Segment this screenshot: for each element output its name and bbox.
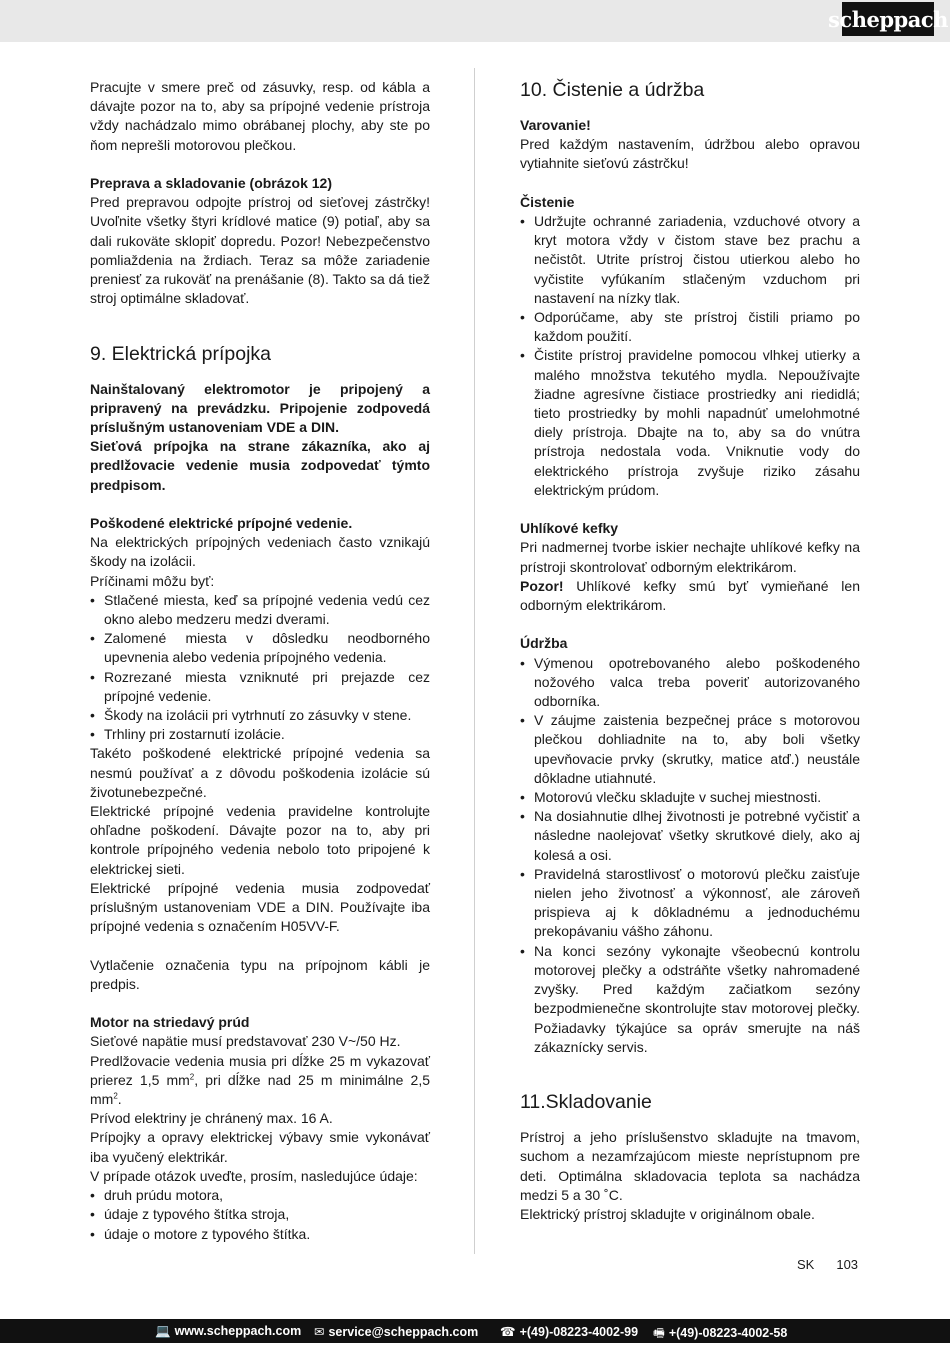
laptop-icon: 💻 xyxy=(155,1324,171,1338)
brushes-warning: Pozor! Uhlíkové kefky smú byť vymieňané len odborným elektrikárom. xyxy=(520,577,860,614)
scheppach-logo: scheppach xyxy=(842,2,934,36)
motor-title: Motor na striedavý prúd xyxy=(90,1014,250,1031)
section-9-heading: 9. Elektrická prípojka xyxy=(90,342,271,365)
envelope-icon: ✉ xyxy=(314,1325,325,1339)
list-item: • druh prúdu motora, xyxy=(90,1186,430,1205)
damaged-text-4: Elektrické prípojné vedenia pravidelne kontrolujte ohľadne poškodení. Dávajte pozor na to, aby pri kontrole prípojného vedenia nebolo toto pripojené k elektrickej sieti. xyxy=(90,803,430,877)
motor-extension-cable: Predlžovacie vedenia musia pri dĺžke 25 m vykazovať prierez 1,5 $mm^2$, pri dĺžke nad 25 m minimálne 2,5 $mm^2$. xyxy=(90,1052,430,1108)
cleaning-title: Čistenie xyxy=(520,193,575,210)
list-item: • údaje z typového štítka stroja, xyxy=(90,1205,430,1224)
column-divider xyxy=(474,68,475,1254)
list-item: • Zalomené miesta v dôsledku neodborného upevnenia alebo vedenia prípojného vedenia. xyxy=(90,629,430,667)
maintenance-list xyxy=(520,654,860,1057)
damaged-text-2: Príčinami môžu byť: xyxy=(90,572,215,589)
footer-email[interactable]: ✉ service@scheppach.com xyxy=(314,1325,479,1339)
list-item: • Motorovú vlečku skladujte v suchej miestnosti. xyxy=(520,788,860,807)
motor-questions: V prípade otázok uveďte, prosím, nasledujúce údaje: xyxy=(90,1167,418,1184)
warning-text: Pred každým nastavením, údržbou alebo opravou vytiahnite sieťovú zástrčku! xyxy=(520,136,860,172)
section-11-heading: 11.Skladovanie xyxy=(520,1091,652,1114)
cleaning-list xyxy=(520,212,860,500)
section-9-bold-1: Nainštalovaný elektromotor je pripojený a pripravený na prevádzku. Pripojenie zodpovedá príslušným ustanoveniam VDE a DIN. xyxy=(90,380,430,436)
page-number xyxy=(797,1257,858,1272)
list-item: • Rozrezané miesta vzniknuté pri prejazde cez prípojné vedenie. xyxy=(90,668,430,706)
right-column xyxy=(520,78,860,1224)
list-item: • Pravidelná starostlivosť o motorovú plečku zaisťuje nielen jeho životnosť a výkonnosť, ale zároveň prispieva aj k dôkladnému a jednoduchému prekopávaniu vášho záhonu. xyxy=(520,865,860,942)
warning-title: Varovanie! xyxy=(520,117,591,133)
footer-web[interactable]: 💻 www.scheppach.com xyxy=(155,1324,302,1338)
intro-paragraph: Pracujte v smere preč od zásuvky, resp. od kábla a dávajte pozor na to, aby sa prípojné vedenie prístroja vždy nachádzalo mimo obrábanej plochy, aby ste po ňom neprešli motorovou plečkou. xyxy=(90,79,430,153)
footer-fax: 🖷 +(49)-08223-4002-58 xyxy=(653,1326,788,1340)
damaged-text-3: Takéto poškodené elektrické prípojné vedenia sa nesmú používať a z dôvodu poškodenia izolácie sú životunebezpečné. xyxy=(90,745,430,800)
left-column xyxy=(90,78,430,1244)
header-bar xyxy=(0,0,950,42)
storage-text-1: Prístroj a jeho príslušenstvo skladujte na tmavom, suchom a nezamŕzajúcom mieste neprístupnom pre deti. Optimálna skladovacia teplota sa nachádza medzi 5 a 30 ˚C. xyxy=(520,1129,860,1203)
maintenance-title: Údržba xyxy=(520,635,568,652)
phone-icon: ☎ xyxy=(500,1325,516,1339)
motor-voltage: Sieťové napätie musí predstavovať 230 V~/50 Hz. xyxy=(90,1033,401,1050)
list-item: • Škody na izolácii pri vytrhnutí zo zásuvky v stene. xyxy=(90,706,430,725)
damage-causes-list xyxy=(90,591,430,745)
storage-text-2: Elektrický prístroj skladujte v originálnom obale. xyxy=(520,1205,815,1222)
typeplate-paragraph: Vytlačenie označenia typu na prípojnom kábli je predpis. xyxy=(90,956,430,992)
list-item: • Výmenou opotrebovaného alebo poškodeného nožového valca treba poveriť autorizovaného odborníka. xyxy=(520,654,860,712)
fax-icon: 🖷 xyxy=(653,1326,665,1340)
list-item: • údaje o motore z typového štítka. xyxy=(90,1225,430,1244)
page-lang: SK xyxy=(797,1257,815,1272)
damaged-text-5: Elektrické prípojné vedenia musia zodpovedať príslušným ustanoveniam VDE a DIN. Používajte iba prípojné vedenia s označením H05VV-F. xyxy=(90,879,430,935)
footer-bar xyxy=(0,1319,950,1343)
list-item: • Čistite prístroj pravidelne pomocou vlhkej utierky a malého množstva tekutého mydla. Nepoužívajte žiadne agresívne čistiace prostriedky ani riedidlá; tieto prostriedky by mohli napadnúť umelohmotné diely prístroja. Dbajte na to, aby sa do vnútra prístroja nedostala voda. Vniknutie vody do elektrického prístroja zvyšuje riziko zásahu elektrickým prúdom. xyxy=(520,346,860,500)
brushes-title: Uhlíkové kefky xyxy=(520,520,619,537)
motor-info-list xyxy=(90,1186,430,1244)
motor-fuse: Prívod elektriny je chránený max. 16 A. xyxy=(90,1110,333,1127)
damaged-cable-title: Poškodené elektrické prípojné vedenie. xyxy=(90,515,353,532)
motor-repairs: Prípojky a opravy elektrickej výbavy smie vykonávať iba vyučený elektrikár. xyxy=(90,1129,430,1165)
list-item: • Trhliny pri zostarnutí izolácie. xyxy=(90,725,430,744)
damaged-text-1: Na elektrických prípojných vedeniach často vznikajú škody na izolácii. xyxy=(90,534,430,570)
page-num: 103 xyxy=(836,1257,859,1272)
list-item: • V záujme zaistenia bezpečnej práce s motorovou plečkou dohliadnite na to, aby boli všetky upevňovacie prvky (skrutky, matice atď.) neustále dôkladne utiahnuté. xyxy=(520,711,860,788)
list-item: • Udržujte ochranné zariadenia, vzduchové otvory a kryt motora vždy v čistom stave bez prachu a nečistôt. Utrite prístroj čistou utierkou alebo ho vyčistite vyfúkaním stlačeným vzduchom pri nastavení na nízky tlak. xyxy=(520,212,860,308)
section-9-bold-2: Sieťová prípojka na strane zákazníka, ako aj predlžovacie vedenie musia zodpovedať týmto predpisom. xyxy=(90,438,430,493)
footer-phone: ☎ +(49)-08223-4002-99 xyxy=(500,1325,639,1339)
transport-paragraph: Pred prepravou odpojte prístroj od sieťovej zástrčky! Uvoľnite všetky štyri krídlové matice (9) potiaľ, aby sa dali rukoväte sklopiť dopredu. Pozor! Nebezpečenstvo pomliaždenia na žrdiach. Teraz sa môže zariadenie preniesť za rukoväť na prenášanie (8). Takto sa dá tiež stroj optimálne skladovať. xyxy=(90,194,430,307)
transport-title: Preprava a skladovanie (obrázok 12) xyxy=(90,175,332,191)
list-item: • Odporúčame, aby ste prístroj čistili priamo po každom použití. xyxy=(520,308,860,346)
list-item: • Stlačené miesta, keď sa prípojné vedenia vedú cez okno alebo medzeru medzi dverami. xyxy=(90,591,430,629)
section-10-heading: 10. Čistenie a údržba xyxy=(520,79,705,101)
brushes-text: Pri nadmernej tvorbe iskier nechajte uhlíkové kefky na prístroji skontrolovať odborným elektrikárom. xyxy=(520,539,860,575)
list-item: • Na dosiahnutie dlhej životnosti je potrebné vyčistiť a následne naolejovať všetky skrutkové diely, ako aj kolesá a osi. xyxy=(520,807,860,865)
list-item: • Na konci sezóny vykonajte všeobecnú kontrolu motorovej plečky a odstráňte všetky nahromadené zvyšky. Pred každým začiatkom sezóny bezpodmienečne skontrolujte stav motorovej plečky. Požiadavky týkajúce sa opráv smerujte na náš zákaznícky servis. xyxy=(520,942,860,1057)
